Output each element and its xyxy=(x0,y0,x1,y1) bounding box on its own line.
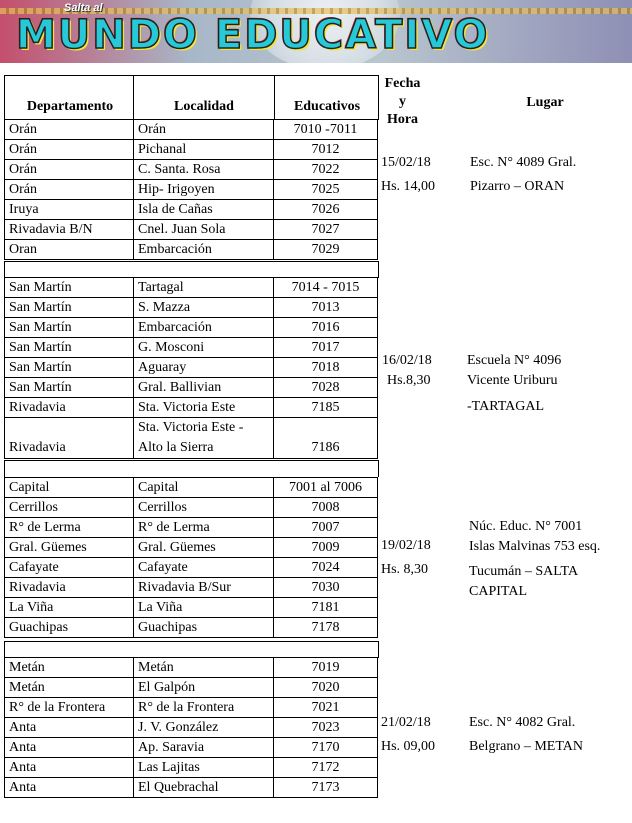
group-4-date: 21/02/18 xyxy=(381,715,431,730)
table-row xyxy=(5,418,378,459)
educativos-cell: 7029 xyxy=(274,240,378,260)
educativos-cell: 7173 xyxy=(274,778,378,798)
educativos-cell: 7026 xyxy=(274,200,378,220)
group-3-table xyxy=(4,477,378,638)
group-4-table xyxy=(4,657,378,798)
header-departamento: Departamento xyxy=(26,99,114,114)
localidad-cell: Gral. Güemes xyxy=(134,538,274,558)
departamento-cell: Cerrillos xyxy=(5,498,134,518)
group-1-lugar-line2: Pizarro – ORAN xyxy=(470,179,565,194)
group-3-fecha xyxy=(381,536,431,580)
departamento-cell: R° de la Frontera xyxy=(5,698,134,718)
header-fecha-line2: Hora xyxy=(386,112,419,127)
header-divider-1 xyxy=(133,75,134,120)
localidad-cell: Cerrillos xyxy=(134,498,274,518)
educativos-cell: 7027 xyxy=(274,220,378,240)
educativos-cell: 7009 xyxy=(274,538,378,558)
educativos-cell: 7023 xyxy=(274,718,378,738)
header-localidad: Localidad xyxy=(174,99,234,114)
group-1-table xyxy=(4,119,378,260)
group-3-time: Hs. 8,30 xyxy=(381,562,429,577)
header-fecha-line1: Fecha y xyxy=(384,76,421,109)
departamento-cell: Cafayate xyxy=(5,558,134,578)
header-fecha-hora xyxy=(380,75,425,129)
departamento-cell: San Martín xyxy=(5,338,134,358)
table-row xyxy=(5,200,378,220)
table-row xyxy=(5,698,378,718)
table-row xyxy=(5,140,378,160)
group-3-lugar-line4: CAPITAL xyxy=(469,584,527,599)
educativos-cell: 7028 xyxy=(274,378,378,398)
localidad-cell: Isla de Cañas xyxy=(134,200,274,220)
departamento-cell: La Viña xyxy=(5,598,134,618)
departamento-cell: Rivadavia B/N xyxy=(5,220,134,240)
departamento-cell: San Martín xyxy=(5,378,134,398)
table-row xyxy=(5,678,378,698)
localidad-cell: Sta. Victoria Este xyxy=(134,398,274,418)
table-row xyxy=(5,758,378,778)
educativos-cell: 7172 xyxy=(274,758,378,778)
header-educativos: Educativos xyxy=(293,99,361,114)
localidad-cell: R° de Lerma xyxy=(134,518,274,538)
educativos-cell: 7014 - 7015 xyxy=(274,278,378,298)
localidad-cell: Orán xyxy=(134,120,274,140)
table-row xyxy=(5,240,378,260)
table-row xyxy=(5,658,378,678)
table-row xyxy=(5,538,378,558)
group-separator-3 xyxy=(4,641,379,658)
localidad-cell: Capital xyxy=(134,478,274,498)
banner-logo-text: MUNDO EDUCATIVO xyxy=(16,12,490,58)
educativos-cell: 7007 xyxy=(274,518,378,538)
table-row xyxy=(5,338,378,358)
educativos-cell: 7030 xyxy=(274,578,378,598)
departamento-cell: San Martín xyxy=(5,298,134,318)
educativos-cell: 7021 xyxy=(274,698,378,718)
group-2-table xyxy=(4,277,378,459)
group-3-lugar-line1: Núc. Educ. N° 7001 xyxy=(469,519,583,534)
educativos-cell: 7012 xyxy=(274,140,378,160)
educativos-cell: 7185 xyxy=(274,398,378,418)
group-2-lugar xyxy=(467,351,561,417)
table-row xyxy=(5,778,378,798)
departamento-cell: Rivadavia xyxy=(5,418,134,459)
educativos-cell: 7025 xyxy=(274,180,378,200)
educativos-cell: 7016 xyxy=(274,318,378,338)
table-row xyxy=(5,518,378,538)
group-1-lugar xyxy=(470,153,576,197)
banner-subtitle: Salta al xyxy=(64,2,103,14)
table-row xyxy=(5,558,378,578)
table-row xyxy=(5,378,378,398)
table-row xyxy=(5,160,378,180)
group-4-lugar xyxy=(469,713,583,757)
group-1-lugar-line1: Esc. N° 4089 Gral. xyxy=(470,155,577,170)
departamento-cell: San Martín xyxy=(5,318,134,338)
localidad-cell: Tartagal xyxy=(134,278,274,298)
departamento-cell: Guachipas xyxy=(5,618,134,638)
localidad-cell: Cnel. Juan Sola xyxy=(134,220,274,240)
departamento-cell: Anta xyxy=(5,778,134,798)
group-3-lugar-line2: Islas Malvinas 753 esq. xyxy=(469,539,601,554)
table-row xyxy=(5,398,378,418)
departamento-cell: R° de Lerma xyxy=(5,518,134,538)
localidad-cell: Cafayate xyxy=(134,558,274,578)
group-separator-1 xyxy=(4,261,379,278)
localidad-cell: Embarcación xyxy=(134,318,274,338)
localidad-cell: Aguaray xyxy=(134,358,274,378)
departamento-cell: Anta xyxy=(5,718,134,738)
educativos-cell: 7170 xyxy=(274,738,378,758)
table-row xyxy=(5,498,378,518)
header-divider-2 xyxy=(274,75,275,120)
departamento-cell: Anta xyxy=(5,738,134,758)
departamento-cell: San Martín xyxy=(5,278,134,298)
group-2-lugar-line1: Escuela N° 4096 xyxy=(467,353,562,368)
educativos-cell: 7019 xyxy=(274,658,378,678)
table-row xyxy=(5,220,378,240)
group-separator-2 xyxy=(4,460,379,477)
localidad-cell: Metán xyxy=(134,658,274,678)
group-2-lugar-line3: -TARTAGAL xyxy=(467,399,545,414)
table-row xyxy=(5,738,378,758)
localidad-cell: Embarcación xyxy=(134,240,274,260)
departamento-cell: Metán xyxy=(5,678,134,698)
localidad-cell: Gral. Ballivian xyxy=(134,378,274,398)
group-2-lugar-line2: Vicente Uriburu xyxy=(467,373,558,388)
group-3-date: 19/02/18 xyxy=(381,538,431,553)
table-row xyxy=(5,180,378,200)
group-2-time: Hs.8,30 xyxy=(387,373,431,388)
educativos-cell: 7018 xyxy=(274,358,378,378)
departamento-cell: Iruya xyxy=(5,200,134,220)
group-3-lugar xyxy=(469,517,600,602)
table-row xyxy=(5,478,378,498)
departamento-cell: San Martín xyxy=(5,358,134,378)
educativos-cell: 7013 xyxy=(274,298,378,318)
group-2-date: 16/02/18 xyxy=(382,353,432,368)
educativos-cell: 7001 al 7006 xyxy=(274,478,378,498)
localidad-cell: Guachipas xyxy=(134,618,274,638)
group-4-lugar-line2: Belgrano – METAN xyxy=(469,739,583,754)
table-row xyxy=(5,120,378,140)
localidad-cell: Las Lajitas xyxy=(134,758,274,778)
localidad-cell: La Viña xyxy=(134,598,274,618)
educativos-cell: 7024 xyxy=(274,558,378,578)
table-row xyxy=(5,318,378,338)
educativos-cell: 7008 xyxy=(274,498,378,518)
departamento-cell: Orán xyxy=(5,140,134,160)
group-4-lugar-line1: Esc. N° 4082 Gral. xyxy=(469,715,576,730)
localidad-cell: G. Mosconi xyxy=(134,338,274,358)
table-row xyxy=(5,578,378,598)
educativos-cell: 7020 xyxy=(274,678,378,698)
departamento-cell: Rivadavia xyxy=(5,398,134,418)
localidad-cell: R° de la Frontera xyxy=(134,698,274,718)
localidad-cell: Pichanal xyxy=(134,140,274,160)
departamento-cell: Gral. Güemes xyxy=(5,538,134,558)
table-row xyxy=(5,598,378,618)
group-1-date: 15/02/18 xyxy=(381,155,431,170)
header-lugar: Lugar xyxy=(526,95,564,110)
departamento-cell: Capital xyxy=(5,478,134,498)
group-4-fecha xyxy=(381,713,435,757)
table-row xyxy=(5,278,378,298)
localidad-cell: J. V. González xyxy=(134,718,274,738)
table-row xyxy=(5,718,378,738)
departamento-cell: Metán xyxy=(5,658,134,678)
table-row xyxy=(5,618,378,638)
header-banner xyxy=(0,0,632,63)
departamento-cell: Rivadavia xyxy=(5,578,134,598)
localidad-cell: Rivadavia B/Sur xyxy=(134,578,274,598)
localidad-cell: El Galpón xyxy=(134,678,274,698)
localidad-cell: S. Mazza xyxy=(134,298,274,318)
table-row xyxy=(5,298,378,318)
departamento-cell: Orán xyxy=(5,160,134,180)
localidad-cell: Ap. Saravia xyxy=(134,738,274,758)
educativos-cell: 7178 xyxy=(274,618,378,638)
educativos-cell: 7186 xyxy=(274,418,378,459)
departamento-cell: Anta xyxy=(5,758,134,778)
group-3-lugar-line3: Tucumán – SALTA xyxy=(469,564,579,579)
educativos-cell: 7010 -7011 xyxy=(274,120,378,140)
group-2-fecha xyxy=(382,351,432,391)
departamento-cell: Orán xyxy=(5,120,134,140)
localidad-cell: Sta. Victoria Este - Alto la Sierra xyxy=(134,418,274,459)
localidad-cell: El Quebrachal xyxy=(134,778,274,798)
table-row xyxy=(5,358,378,378)
educativos-cell: 7017 xyxy=(274,338,378,358)
departamento-cell: Orán xyxy=(5,180,134,200)
group-4-time: Hs. 09,00 xyxy=(381,739,436,754)
group-1-fecha xyxy=(381,153,435,197)
localidad-cell: C. Santa. Rosa xyxy=(134,160,274,180)
educativos-cell: 7181 xyxy=(274,598,378,618)
educativos-cell: 7022 xyxy=(274,160,378,180)
group-1-time: Hs. 14,00 xyxy=(381,179,436,194)
localidad-cell: Hip- Irigoyen xyxy=(134,180,274,200)
departamento-cell: Oran xyxy=(5,240,134,260)
